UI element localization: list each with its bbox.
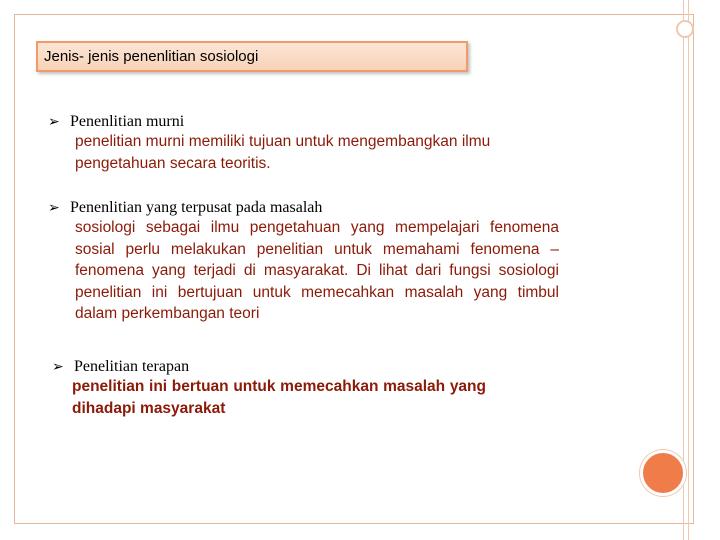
slide-title: Jenis- jenis penenlitian sosiologi <box>36 41 468 72</box>
item-heading: Penenlitian murni <box>70 113 185 130</box>
decorative-rail <box>683 0 689 540</box>
arrow-bullet-icon: ➢ <box>48 201 60 216</box>
item-heading: Penelitian terapan <box>74 358 190 375</box>
item-body: sosiologi sebagai ilmu pengetahuan yang mempelajari fenomena sosial perlu melakukan penelitian untuk memahami fenomena – fenomena yang terjadi di masyarakat. Di lihat dari fungsi sosiologi penelitian ini bertujuan untuk memecahkan masalah yang timbul dalam perkembangan teori <box>75 219 559 322</box>
item-body: penelitian ini bertuan untuk memecahkan masalah yang dihadapi masyarakat <box>72 378 486 417</box>
arrow-bullet-icon: ➢ <box>48 115 60 130</box>
rail-accent-circle <box>640 450 686 496</box>
item-body: penelitian murni memiliki tujuan untuk mengembangkan ilmu pengetahuan secara teoritis. <box>75 133 491 172</box>
rail-ring-top <box>676 20 694 38</box>
list-item <box>52 358 572 419</box>
arrow-bullet-icon: ➢ <box>52 360 64 375</box>
item-heading: Penenlitian yang terpusat pada masalah <box>70 199 323 216</box>
list-item <box>48 113 568 174</box>
list-item <box>48 199 568 325</box>
